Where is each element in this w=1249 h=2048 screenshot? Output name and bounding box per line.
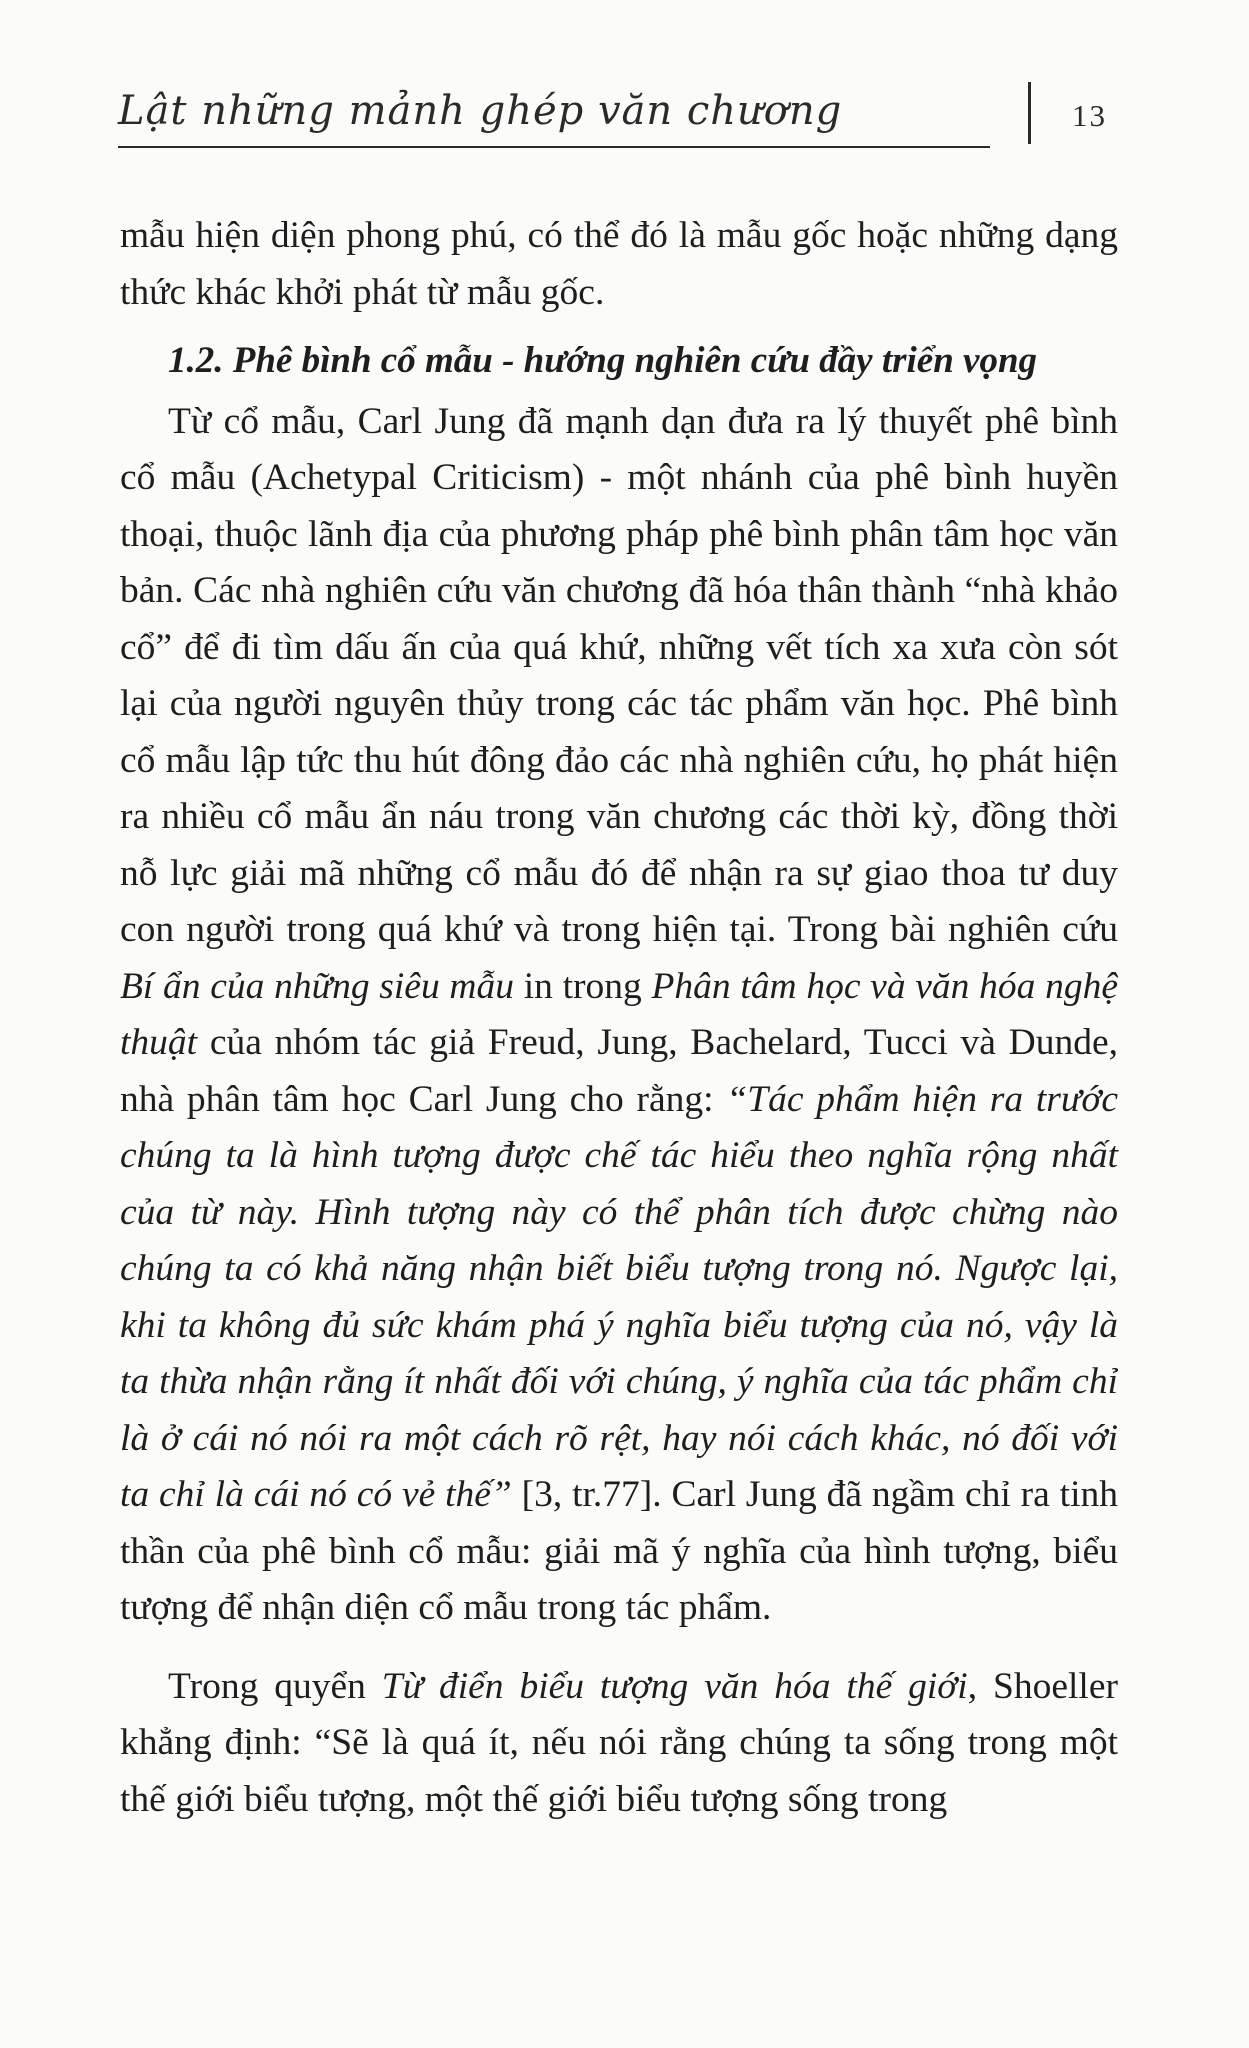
header-divider bbox=[1028, 82, 1031, 144]
header-underline bbox=[118, 146, 990, 148]
paragraph-shoeller: Trong quyển Từ điển biểu tượng văn hóa thế giới, Shoeller khẳng định: “Sẽ là quá ít, nếu nói rằng chúng ta sống trong một thế giới biểu tượng, một thế giới biểu tượng sống trong bbox=[120, 1665, 1118, 1820]
section-heading: 1.2. Phê bình cổ mẫu - hướng nghiên cứu đầy triển vọng bbox=[168, 340, 1038, 381]
paragraph-continuation: mẫu hiện diện phong phú, có thể đó là mẫu gốc hoặc những dạng thức khác khởi phát từ mẫu gốc. bbox=[120, 215, 1118, 313]
running-header-title: Lật những mảnh ghép văn chương bbox=[118, 88, 843, 134]
cited-title: Bí ẩn của những siêu mẫu bbox=[120, 965, 514, 1007]
running-header bbox=[118, 88, 998, 150]
paragraph-archetypal-criticism: Từ cổ mẫu, Carl Jung đã mạnh dạn đưa ra lý thuyết phê bình cổ mẫu (Achetypal Criticism) - một nhánh của phê bình huyền thoại, thuộc lãnh địa của phương pháp phê bình phân tâm học văn bản. Các nhà nghiên cứu văn chương đã hóa thân thành “nhà khảo cổ” để đi tìm dấu ấn của quá khứ, những vết tích xa xưa còn sót lại của người nguyên thủy trong các tác phẩm văn học. Phê bình cổ mẫu lập tức thu hút đông đảo các nhà nghiên cứu, họ phát hiện ra nhiều cổ mẫu ẩn náu trong văn chương các thời kỳ, đồng thời nỗ lực giải mã những cổ mẫu đó để nhận ra sự giao thoa tư duy con người trong quá khứ và trong hiện tại. Trong bài nghiên cứu Bí ẩn của những siêu mẫu in trong Phân tâm học và văn hóa nghệ thuật của nhóm tác giả Freud, Jung, Bachelard, Tucci và Dunde, nhà phân tâm học Carl Jung cho rằng: “Tác phẩm hiện ra trước chúng ta là hình tượng được chế tác hiểu theo nghĩa rộng nhất của từ này. Hình tượng này có thể phân tích được chừng nào chúng ta có khả năng nhận biết biểu tượng trong nó. Ngược lại, khi ta không đủ sức khám phá ý nghĩa biểu tượng của nó, vậy là ta thừa nhận rằng ít nhất đối với chúng, ý nghĩa của tác phẩm chỉ là ở cái nó nói ra một cách rõ rệt, hay nói cách khác, nó đối với ta chỉ là cái nó có vẻ thế” [3, tr.77]. Carl Jung đã ngầm chỉ ra tinh thần của phê bình cổ mẫu: giải mã ý nghĩa của hình tượng, biểu tượng để nhận diện cổ mẫu trong tác phẩm. bbox=[120, 400, 1119, 1628]
dictionary-title: Từ điển biểu tượng văn hóa thế giới bbox=[381, 1665, 968, 1707]
page-number: 13 bbox=[1072, 98, 1107, 133]
cited-book-title: Phân tâm học và văn hóa nghệ thuật bbox=[120, 965, 1119, 1063]
body-text bbox=[120, 208, 1118, 1828]
jung-quote: “Tác phẩm hiện ra trước chúng ta là hình tượng được chế tác hiểu theo nghĩa rộng nhất của từ này. Hình tượng này có thể phân tích được chừng nào chúng ta có khả năng nhận biết biểu tượng trong nó. Ngược lại, khi ta không đủ sức khám phá ý nghĩa biểu tượng của nó, vậy là ta thừa nhận rằng ít nhất đối với chúng, ý nghĩa của tác phẩm chỉ là ở cái nó nói ra một cách rõ rệt, hay nói cách khác, nó đối với ta chỉ là cái nó có vẻ thế” bbox=[120, 1078, 1118, 1515]
